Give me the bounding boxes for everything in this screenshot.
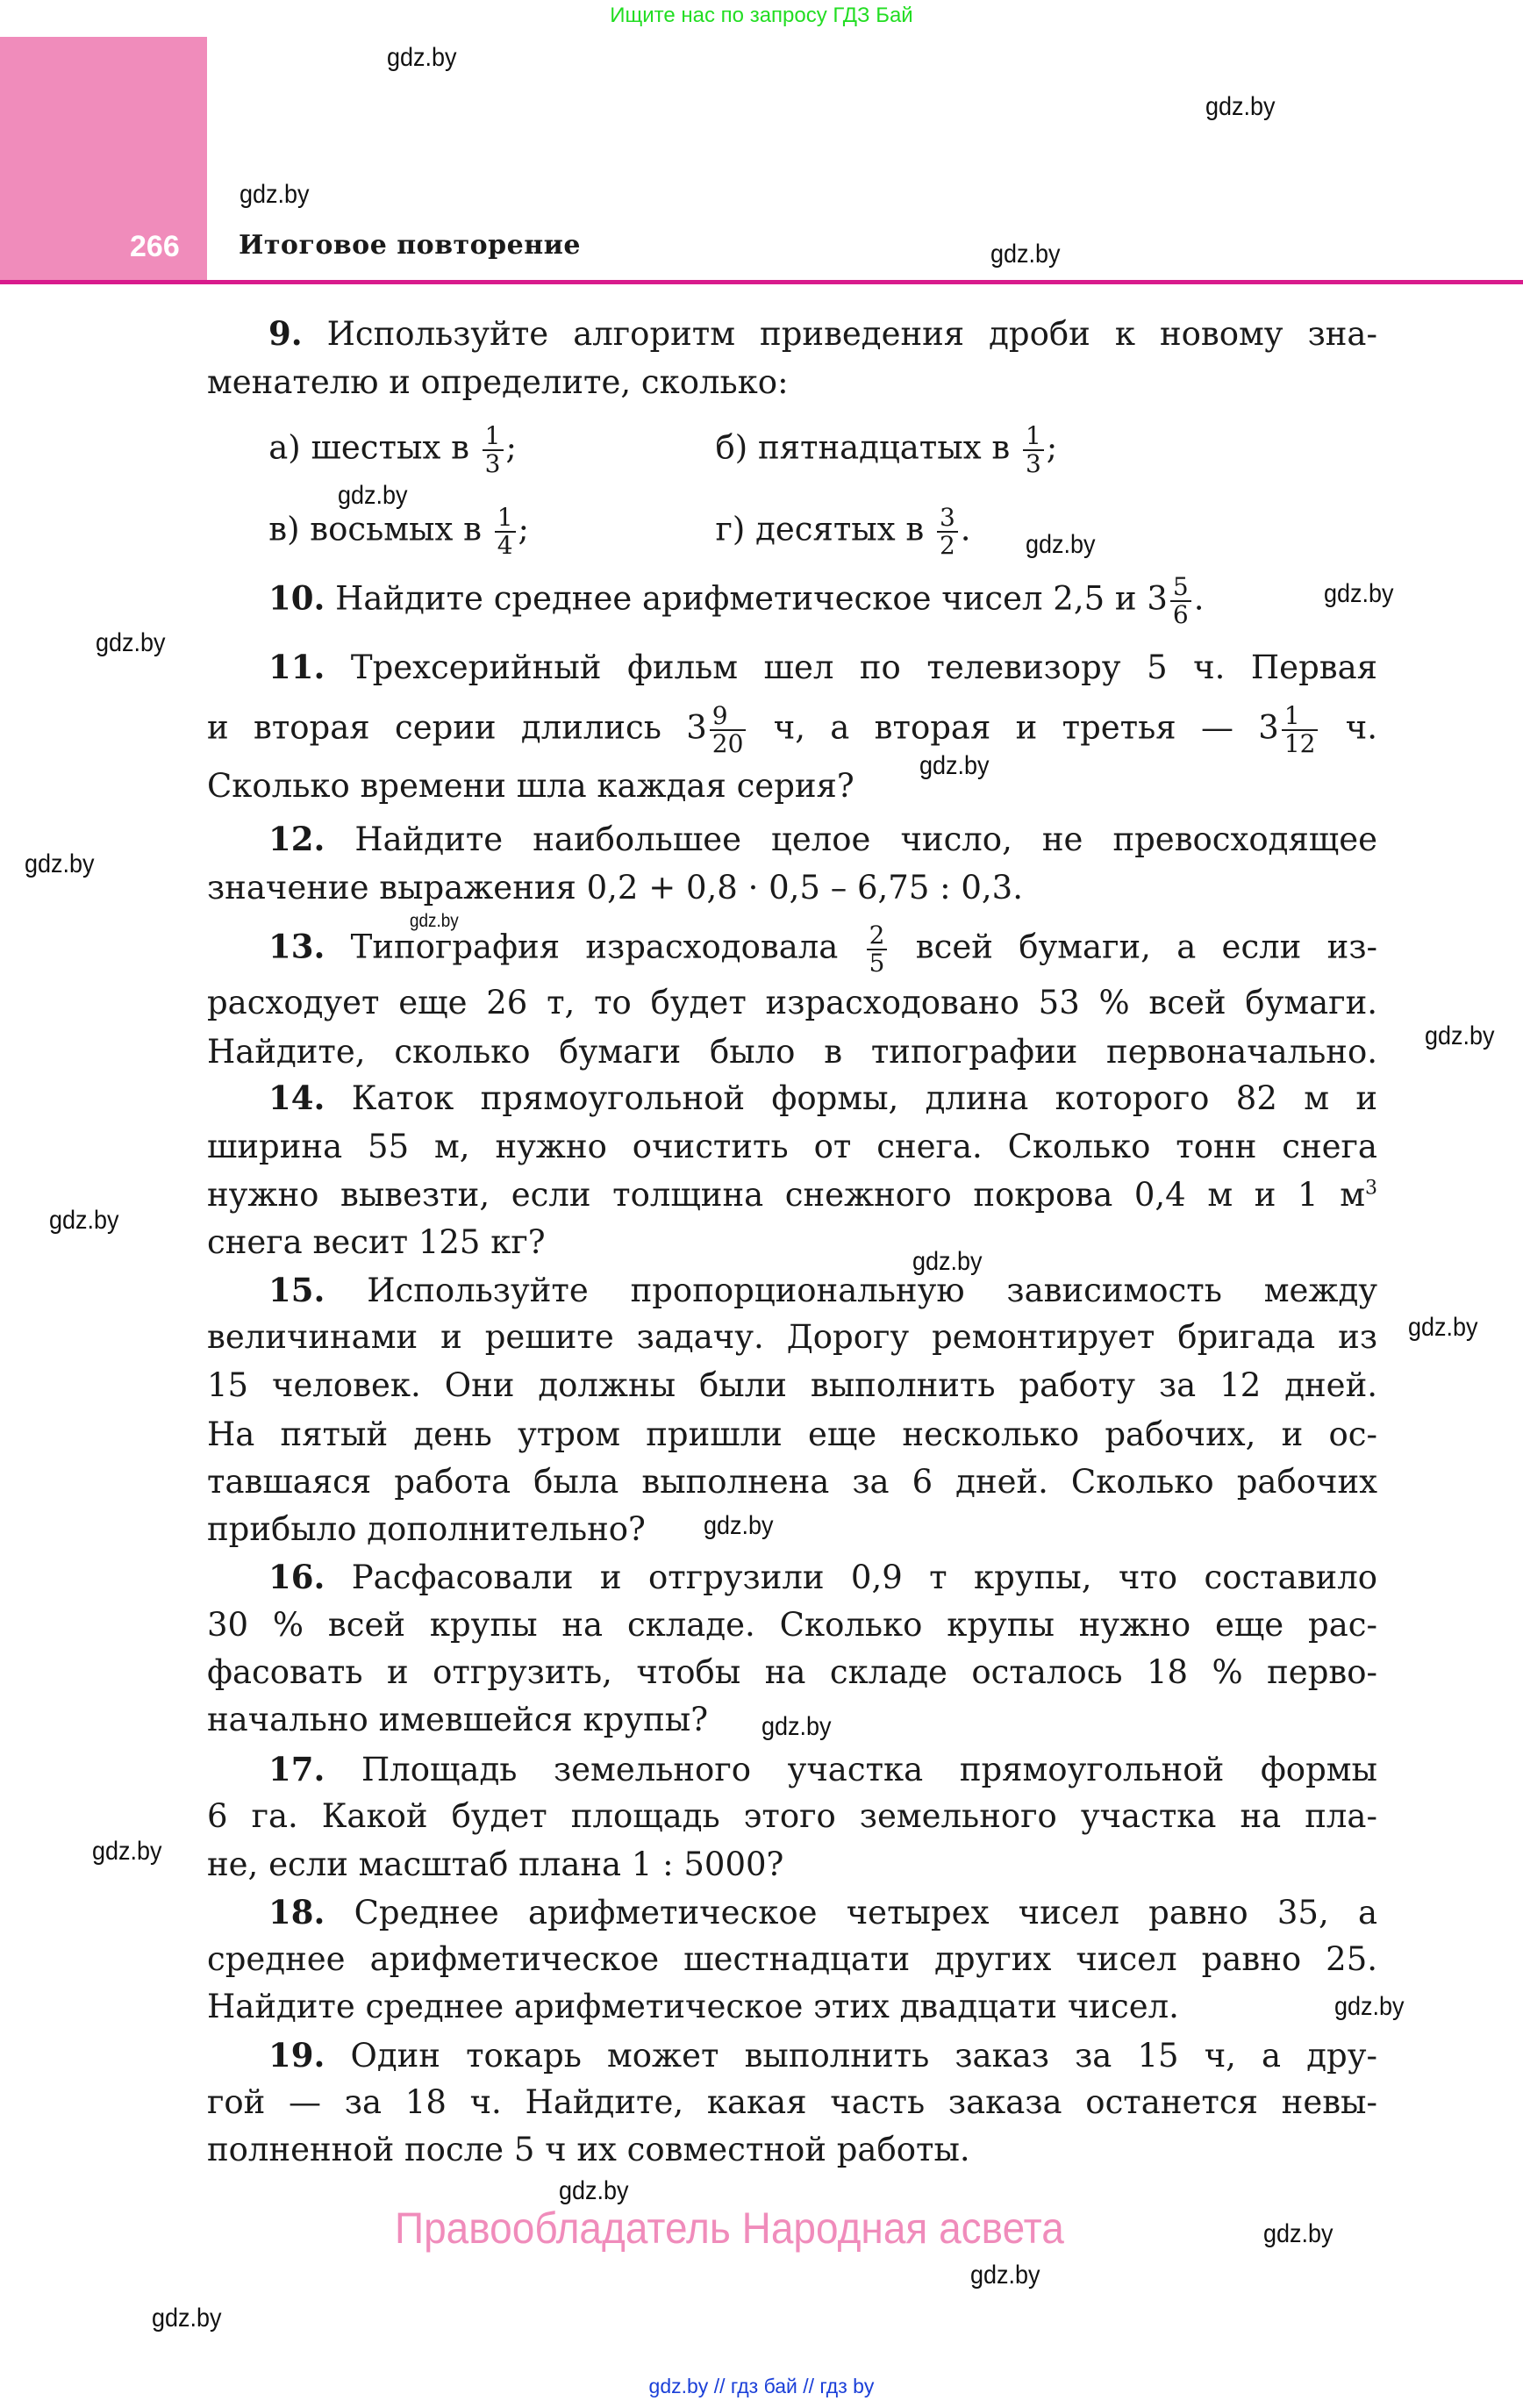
problem-17-line	[207, 1793, 1377, 1840]
problem-text: снега весит 125 кг?	[207, 1222, 546, 1261]
problem-number: 10.	[268, 578, 325, 618]
watermark-label: gdz.by	[762, 1712, 832, 1742]
problem-14-line	[268, 1074, 1377, 1122]
problem-number: 11.	[268, 647, 325, 686]
watermark-label: gdz.by	[49, 1205, 119, 1235]
fraction-denominator: 5	[867, 949, 888, 977]
problem-15-line	[207, 1506, 1377, 1553]
problem-text: Каток прямоугольной формы, длина которого 82 м и	[325, 1079, 1377, 1118]
fraction-numerator: 5	[1172, 571, 1189, 601]
fraction-numerator: 1	[1025, 421, 1041, 451]
fraction-denominator: 3	[483, 449, 504, 477]
watermark-label: gdz.by	[240, 179, 310, 209]
problem-number: 17.	[268, 1750, 325, 1788]
problem-text: ч.	[1320, 708, 1378, 747]
problem-text: Найдите наибольшее целое число, не превосходящее	[325, 820, 1377, 858]
watermark-label: gdz.by	[1026, 529, 1096, 559]
problem-text: 15 человек. Они должны были выполнить работу за 12 дней.	[207, 1365, 1377, 1404]
problem-text: Трехсерийный фильм шел по телевизору 5 ч. Первая	[325, 648, 1377, 686]
fraction-numerator: 1	[484, 421, 501, 451]
problem-19-line	[268, 2032, 1377, 2079]
problem-text: среднее арифметическое шестнадцати других чисел равно 25.	[207, 1940, 1377, 1978]
problem-9-line	[268, 310, 1377, 357]
fraction-denominator: 2	[937, 531, 958, 559]
problem-14-line	[207, 1123, 1377, 1171]
problem-13-line	[207, 1028, 1377, 1076]
problem-text: начально имевшейся крупы?	[207, 1701, 709, 1738]
fraction	[1282, 700, 1319, 758]
fraction	[495, 505, 516, 559]
watermark-label: gdz.by	[703, 1511, 774, 1540]
watermark-label: gdz.by	[1334, 1991, 1405, 2021]
problem-18-line	[207, 1983, 1377, 2031]
problem-text: фасовать и отгрузить, чтобы на складе осталось 18 % перво-	[207, 1652, 1377, 1691]
fraction	[867, 922, 888, 977]
problem-text: 30 % всей крупы на складе. Сколько крупы нужно еще рас-	[207, 1605, 1377, 1644]
problem-text: Используйте алгоритм приведения дроби к новому зна-	[302, 314, 1377, 353]
problem-17-line	[207, 1841, 1377, 1888]
fraction-numerator: 1	[1283, 700, 1300, 730]
problem-15-line	[207, 1458, 1377, 1506]
problem-11-line	[207, 700, 1378, 758]
fraction-denominator: 6	[1170, 600, 1191, 628]
problem-17-line	[268, 1745, 1377, 1793]
superscript: 3	[1365, 1177, 1377, 1200]
problem-text: ;	[518, 510, 529, 548]
problem-text: и вторая серии длились 3	[207, 708, 707, 747]
top-search-banner: Ищите нас по запросу ГДЗ Бай	[610, 4, 913, 27]
fraction-numerator: 1	[497, 503, 513, 532]
problem-text: На пятый день утром пришли еще несколько рабочих, и ос-	[207, 1415, 1377, 1453]
page-number: 266	[130, 230, 180, 263]
problem-number: 16.	[268, 1558, 325, 1597]
problem-text: ;	[505, 428, 517, 467]
problem-text: нужно вывезти, если толщина снежного покрова 0,4 м и 1 м	[207, 1175, 1365, 1214]
problem-16-line	[207, 1602, 1377, 1649]
problem-text: значение выражения 0,2 + 0,8 · 0,5 – 6,75 : 0,3.	[207, 868, 1023, 907]
fraction-numerator: 3	[939, 503, 955, 532]
problem-text: Среднее арифметическое четырех чисел равно 35, а	[325, 1893, 1377, 1931]
section-title: Итоговое повторение	[239, 230, 581, 261]
problem-text: гой — за 18 ч. Найдите, какая часть заказа останется невы-	[207, 2082, 1377, 2121]
watermark-label: gdz.by	[1263, 2218, 1334, 2248]
problem-19-line	[207, 2126, 1377, 2174]
problem-text: величинами и решите задачу. Дорогу ремонтирует бригада из	[207, 1318, 1377, 1357]
watermark-label: gdz.by	[387, 43, 457, 72]
problem-11-line	[268, 643, 1377, 691]
problem-15-line	[207, 1314, 1377, 1361]
fraction-denominator: 3	[1023, 449, 1044, 477]
problem-text: прибыло дополнительно?	[207, 1510, 646, 1548]
problem-text: Найдите среднее арифметическое этих двадцати чисел.	[207, 1988, 1179, 2026]
fraction-denominator: 12	[1282, 729, 1319, 757]
problem-16-line	[207, 1649, 1377, 1696]
fraction	[710, 700, 747, 758]
problem-12-line	[268, 815, 1377, 863]
problem-text: Расфасовали и отгрузили 0,9 т крупы, что составило	[325, 1559, 1377, 1597]
problem-12-line	[207, 864, 1377, 912]
problem-text: расходует еще 26 т, то будет израсходовано 53 % всей бумаги.	[207, 983, 1377, 1021]
problem-text: ;	[1046, 428, 1058, 467]
problem-text: ч, а вторая и третья — 3	[748, 708, 1279, 747]
fraction-numerator: 2	[869, 921, 885, 950]
problem-9-item	[268, 421, 517, 479]
fraction	[1170, 571, 1191, 629]
problem-15-line	[268, 1266, 1377, 1314]
problem-number: 14.	[268, 1079, 325, 1118]
problem-number: 18.	[268, 1892, 325, 1931]
problem-19-line	[207, 2079, 1377, 2126]
fraction	[483, 423, 504, 477]
watermark-label: gdz.by	[410, 910, 459, 931]
problem-13-line	[207, 979, 1377, 1027]
problem-text: .	[960, 510, 971, 548]
fraction	[937, 505, 958, 559]
header-divider	[0, 280, 1523, 284]
problem-text: б) пятнадцатых в	[715, 428, 1020, 467]
problem-text: в) восьмых в	[268, 510, 492, 548]
watermark-label: gdz.by	[152, 2304, 222, 2333]
problem-text: 6 га. Какой будет площадь этого земельного участка на пла-	[207, 1797, 1377, 1836]
watermark-label: gdz.by	[559, 2175, 629, 2205]
problem-text: ширина 55 м, нужно очистить от снега. Сколько тонн снега	[207, 1128, 1377, 1166]
problem-14-line	[207, 1219, 1377, 1266]
problem-18-line	[268, 1888, 1377, 1936]
watermark-label: gdz.by	[92, 1837, 162, 1866]
problem-11-line	[207, 763, 1377, 810]
problem-text: Используйте пропорциональную зависимость между	[325, 1272, 1377, 1309]
problem-9-item	[715, 421, 1058, 479]
problem-number: 19.	[268, 2035, 325, 2075]
problem-14-line	[207, 1172, 1377, 1219]
watermark-label: gdz.by	[1205, 92, 1276, 121]
watermark-label: gdz.by	[1407, 1313, 1478, 1343]
problem-text: г) десятых в	[715, 510, 934, 548]
problem-text: Один токарь может выполнить заказ за 15 ч, а дру-	[325, 2036, 1377, 2075]
watermark-label: gdz.by	[338, 480, 408, 510]
publisher-notice: Правообладатель Народная асвета	[395, 2204, 1064, 2253]
problem-9-item	[715, 503, 971, 560]
fraction-denominator: 4	[495, 531, 516, 559]
fraction	[1023, 423, 1044, 477]
problem-15-line	[207, 1411, 1377, 1458]
watermark-label: gdz.by	[970, 2261, 1040, 2290]
problem-text: полненной после 5 ч их совместной работы.	[207, 2131, 970, 2168]
watermark-label: gdz.by	[912, 1247, 983, 1276]
problem-number: 13.	[268, 927, 325, 966]
watermark-label: gdz.by	[95, 627, 166, 657]
problem-9-line	[207, 359, 1377, 406]
problem-text: Типография израсходовала	[325, 928, 864, 966]
watermark-label: gdz.by	[1425, 1021, 1495, 1050]
problem-text: Найдите среднее арифметическое чисел 2,5 и 3	[325, 579, 1168, 618]
problem-text: менателю и определите, сколько:	[207, 362, 789, 401]
problem-text: не, если масштаб плана 1 : 5000?	[207, 1845, 784, 1883]
fraction-denominator: 20	[710, 729, 747, 757]
problem-number: 12.	[268, 819, 325, 858]
problem-18-line	[207, 1936, 1377, 1983]
watermark-label: gdz.by	[990, 240, 1061, 269]
problem-text: тавшаяся работа была выполнена за 6 дней. Сколько рабочих	[207, 1462, 1377, 1501]
problem-15-line	[207, 1362, 1377, 1409]
watermark-label: gdz.by	[919, 750, 990, 780]
problem-number: 9.	[268, 313, 303, 353]
footer-links[interactable]: gdz.by // гдз бай // гдз by	[648, 2375, 875, 2397]
watermark-label: gdz.by	[1323, 578, 1394, 608]
fraction-numerator: 9	[711, 700, 728, 730]
problem-number: 15.	[268, 1271, 325, 1309]
problem-text: всей бумаги, а если из-	[890, 928, 1377, 966]
problem-text: Сколько времени шла каждая серия?	[207, 767, 854, 805]
problem-text: Найдите, сколько бумаги было в типографии первоначально.	[207, 1032, 1377, 1071]
problem-text: Площадь земельного участка прямоугольной формы	[325, 1751, 1377, 1788]
problem-16-line	[268, 1553, 1377, 1601]
problem-10-line	[268, 571, 1377, 629]
problem-text: а) шестых в	[268, 428, 480, 467]
problem-9-item	[268, 503, 529, 560]
problem-text: .	[1193, 579, 1205, 618]
watermark-label: gdz.by	[25, 849, 95, 878]
